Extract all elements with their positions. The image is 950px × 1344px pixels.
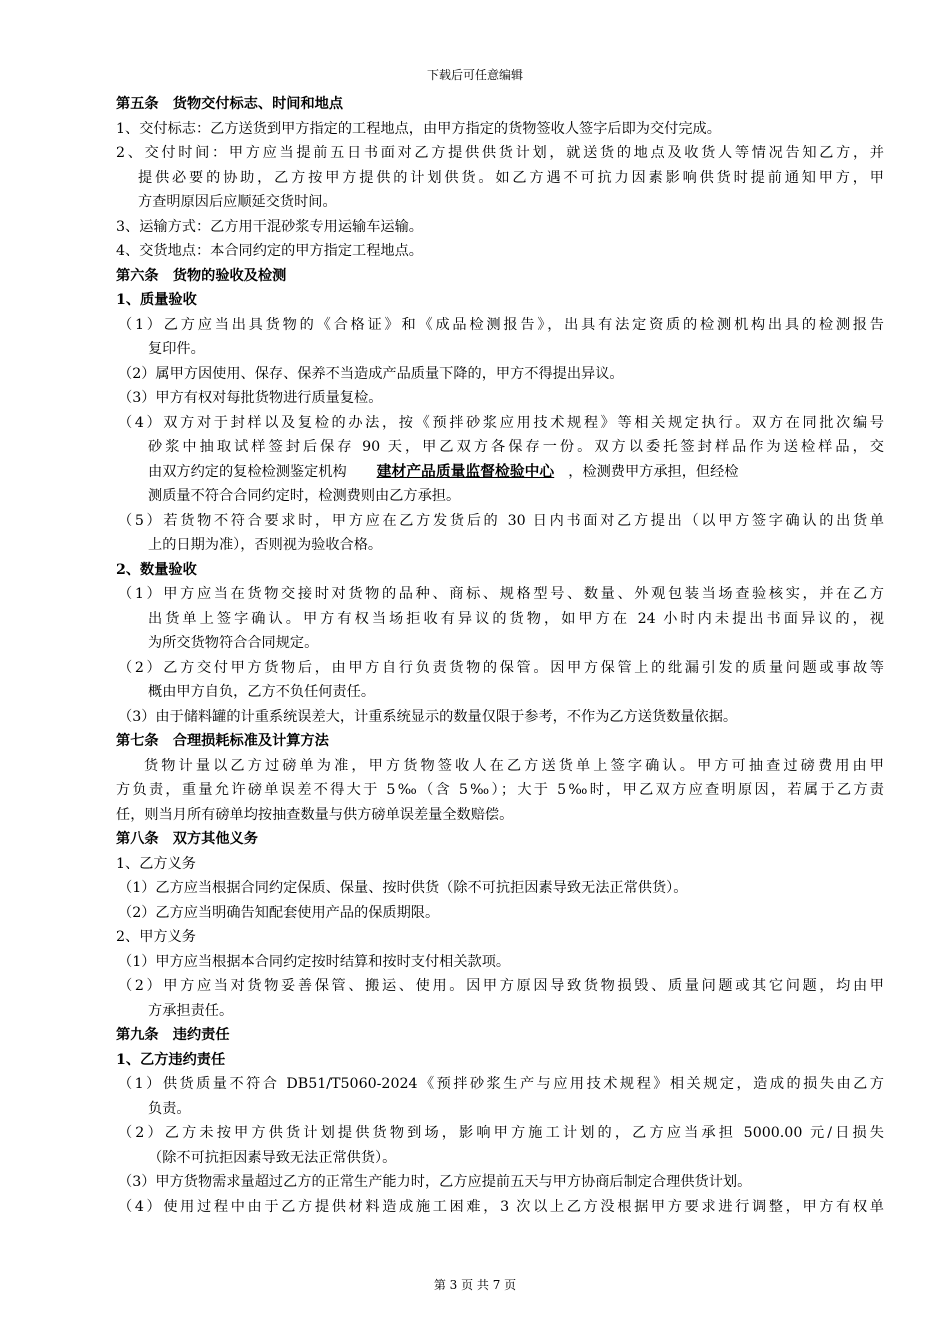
article-7-heading: 第七条 合理损耗标准及计算方法: [116, 733, 329, 749]
list-item: （2）乙方未按甲方供货计划提供货物到场，影响甲方施工计划的，乙方应当承担 5000.00 元/日损失: [118, 1125, 884, 1141]
list-item: （2）属甲方因使用、保存、保养不当造成产品质量下降的，甲方不得提出异议。: [118, 365, 624, 382]
paragraph: 4、交货地点：本合同约定的甲方指定工程地点。: [116, 243, 423, 259]
section-heading: 1、乙方违约责任: [116, 1051, 226, 1068]
section-heading: 1、乙方义务: [116, 855, 196, 872]
page-header: 下载后可任意编辑: [426, 68, 523, 82]
paragraph: 方负责，重量允许磅单误差不得大于 5‰（含 5‰）；大于 5‰时，甲乙双方应查明原因，若属于乙方责: [116, 782, 884, 798]
list-item: 复印件。: [148, 341, 205, 357]
list-item: （3）甲方货物需求量超过乙方的正常生产能力时，乙方应提前五天与甲方协商后制定合理供货计划。: [118, 1174, 752, 1190]
list-item: 负责。: [148, 1100, 191, 1117]
list-item: （1）甲方应当根据本合同约定按时结算和按时支付相关款项。: [118, 953, 511, 970]
list-item: （5）若货物不符合要求时，甲方应在乙方发货后的 30 日内书面对乙方提出（以甲方签字确认的出货单: [118, 512, 884, 529]
article-6-heading: 第六条 货物的验收及检测: [116, 267, 287, 284]
list-item: （1）乙方应当出具货物的《合格证》和《成品检测报告》，出具有法定资质的检测机构出具的检测报告: [118, 316, 884, 333]
list-item: （2）乙方应当明确告知配套使用产品的保质期限。: [118, 904, 440, 921]
list-item: （1）甲方应当在货物交接时对货物的品种、商标、规格型号、数量、外观包装当场查验核实，并在乙方: [118, 586, 884, 602]
section-heading: 2、数量验收: [116, 561, 197, 578]
list-item: （4）使用过程中由于乙方提供材料造成施工困难，3 次以上乙方没根据甲方要求进行调整，甲方有权单: [118, 1198, 884, 1215]
paragraph: 1、交付标志：乙方送货到甲方指定的工程地点，由甲方指定的货物签收人签字后即为交付完成。: [116, 120, 721, 137]
paragraph: 提供必要的协助，乙方按甲方提供的计划供货。如乙方遇不可抗力因素影响供货时提前通知甲方，甲: [138, 169, 884, 186]
list-item: （2）乙方交付甲方货物后，由甲方自行负责货物的保管。因甲方保管上的纰漏引发的质量问题或事故等: [118, 659, 884, 676]
inspection-agency-field: 建材产品质量监督检验中心: [376, 462, 555, 480]
list-item: （除不可抗拒因素导致无法正常供货）。: [148, 1149, 397, 1166]
paragraph: 方查明原因后应顺延交货时间。: [138, 194, 337, 210]
inline-text: ，检测费甲方承担，但经检: [568, 463, 739, 480]
list-item: 砂浆中抽取试样签封后保存 90 天，甲乙双方各保存一份。双方以委托签封样品作为送检样品，交: [148, 439, 884, 455]
section-heading: 2、甲方义务: [116, 929, 196, 945]
article-5-heading: 第五条 货物交付标志、时间和地点: [116, 96, 344, 112]
paragraph: 任，则当月所有磅单均按抽查数量与供方磅单误差量全数赔偿。: [116, 806, 514, 823]
list-item: （1）乙方应当根据合同约定保质、保量、按时供货（除不可抗拒因素导致无法正常供货）。: [118, 880, 688, 896]
list-item: （2）甲方应当对货物妥善保管、搬运、使用。因甲方原因导致货物损毁、质量问题或其它问题，均由甲: [118, 978, 884, 994]
list-item: （4）双方对于封样以及复检的办法，按《预拌砂浆应用技术规程》等相关规定执行。双方在同批次编号: [118, 414, 884, 431]
list-item: （3）由于储料罐的计重系统误差大，计重系统显示的数量仅限于参考，不作为乙方送货数量依据。: [118, 708, 738, 725]
paragraph: 2、交付时间：甲方应当提前五日书面对乙方提供供货计划，就送货的地点及收货人等情况告知乙方，并: [116, 145, 884, 161]
list-item: 出货单上签字确认。甲方有权当场拒收有异议的货物，如甲方在 24 小时内未提出书面异议的，视: [148, 610, 884, 627]
list-item-with-field: [116, 460, 884, 485]
list-item: 方承担责任。: [148, 1002, 234, 1019]
inline-text: 由双方约定的复检检测鉴定机构: [148, 463, 347, 480]
list-item: 概由甲方自负，乙方不负任何责任。: [148, 684, 376, 700]
page-footer: 第 3 页 共 7 页: [433, 1278, 517, 1292]
section-heading: 1、质量验收: [116, 292, 197, 308]
list-item: 上的日期为准），否则视为验收合格。: [148, 537, 383, 553]
list-item: 为所交货物符合合同规定。: [148, 635, 319, 651]
article-9-heading: 第九条 违约责任: [116, 1027, 230, 1043]
document-body: [116, 92, 884, 1219]
article-8-heading: 第八条 双方其他义务: [116, 831, 258, 847]
paragraph: 3、运输方式：乙方用干混砂浆专用运输车运输。: [116, 218, 423, 235]
paragraph: 货物计量以乙方过磅单为准，甲方货物签收人在乙方送货单上签字确认。甲方可抽查过磅费用由甲: [144, 757, 884, 774]
list-item: 测质量不符合合同约定时，检测费则由乙方承担。: [148, 488, 461, 504]
list-item: （1）供货质量不符合 DB51/T5060-2024《预拌砂浆生产与应用技术规程》相关规定，造成的损失由乙方: [118, 1076, 884, 1092]
list-item: （3）甲方有权对每批货物进行质量复检。: [118, 390, 383, 406]
